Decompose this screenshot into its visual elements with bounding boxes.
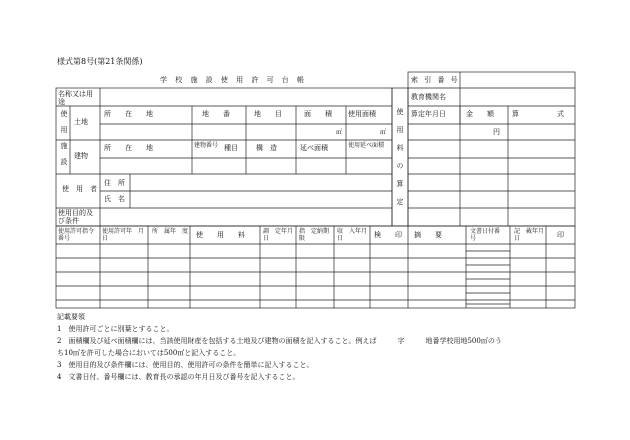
note-item: ち10㎡を許可した場合においては500㎡と記入すること。 [57, 349, 241, 357]
fee-calc-label: 使用料の算定 [396, 108, 404, 216]
bldg-header-location: 所 在 地 [104, 144, 153, 152]
col-inspection-seal: 検 印 [374, 231, 402, 239]
bldg-header-use-floor-area: 使用延べ面積 [348, 142, 385, 149]
calc-date-label: 算定年月日 [411, 110, 446, 118]
building-label: 建物 [74, 152, 88, 160]
col-fee: 使 用 料 [196, 231, 245, 239]
bldg-header-type: 種目 [224, 144, 238, 152]
note-item: 1 使用許可ごとに別葉とすること。 [57, 325, 174, 333]
note-item: 4 文書日付、番号欄には、教育長の承認の年月日及び番号を記入すること。 [57, 373, 300, 381]
bldg-header-structure: 構 造 [256, 144, 277, 152]
col-assessment-date: 調 定年月日 [263, 228, 294, 242]
agency-label: 教育機関名 [411, 93, 446, 101]
formula-label: 算 式 [512, 110, 572, 118]
facility-label: 使用施設 [60, 110, 68, 174]
bldg-header-number: 建物番号 [194, 142, 219, 149]
land-header-area: 面 積 [304, 110, 332, 118]
name-use-label: 名称又は用 途 [58, 90, 107, 106]
form-number: 様式第8号(第21条関係) [57, 57, 143, 66]
land-header-location: 所 在 地 [104, 110, 153, 118]
user-label: 使 用 者 [62, 185, 97, 193]
col-fiscal-year: 所 属年 度 [152, 228, 189, 235]
note-item: 2 面積欄及び延べ面積欄には、当該使用財産を包括する土地及び建物の面積を記入すること。例えば 字 地番学校用地500㎡のう [57, 337, 502, 345]
col-receipt-date: 収 入年月日 [337, 228, 368, 242]
land-header-lot: 地 番 [202, 110, 230, 118]
col-permit-number: 使用許可指令番号 [58, 228, 95, 242]
bldg-header-floor-area: 延べ面積 [300, 144, 328, 152]
index-number-label: 索 引 番 号 [411, 76, 460, 84]
col-doc-date-number: 文書日付番 号 [470, 228, 513, 242]
unit-sqm: ㎡ [336, 129, 343, 136]
note-item: 3 使用目的及び条件欄には、使用目的、使用許可の条件を簡単に記入すること。 [57, 361, 314, 369]
col-entry-date: 記 載年月日 [514, 228, 545, 242]
col-seal: 印 [557, 231, 564, 239]
unit-sqm: ㎡ [380, 129, 387, 136]
address-label: 住 所 [104, 179, 125, 187]
name-label: 氏 名 [104, 195, 125, 203]
yen-unit: 円 [493, 128, 500, 136]
notes-title: 記載要領 [57, 313, 85, 321]
land-label: 土地 [74, 118, 88, 126]
amount-label: 金 額 [466, 110, 494, 118]
col-due-date: 指 定納期限 [299, 228, 330, 242]
land-header-use-area: 使用面積 [348, 110, 376, 118]
col-permit-date: 使用許可年 月 日 [102, 228, 151, 242]
land-header-category: 地 目 [254, 110, 282, 118]
purpose-label: 使用目的及び条件 [58, 209, 93, 225]
col-remarks: 摘 要 [414, 231, 442, 239]
page-title: 学 校 施 設 使 用 許 可 台 帳 [160, 76, 308, 84]
